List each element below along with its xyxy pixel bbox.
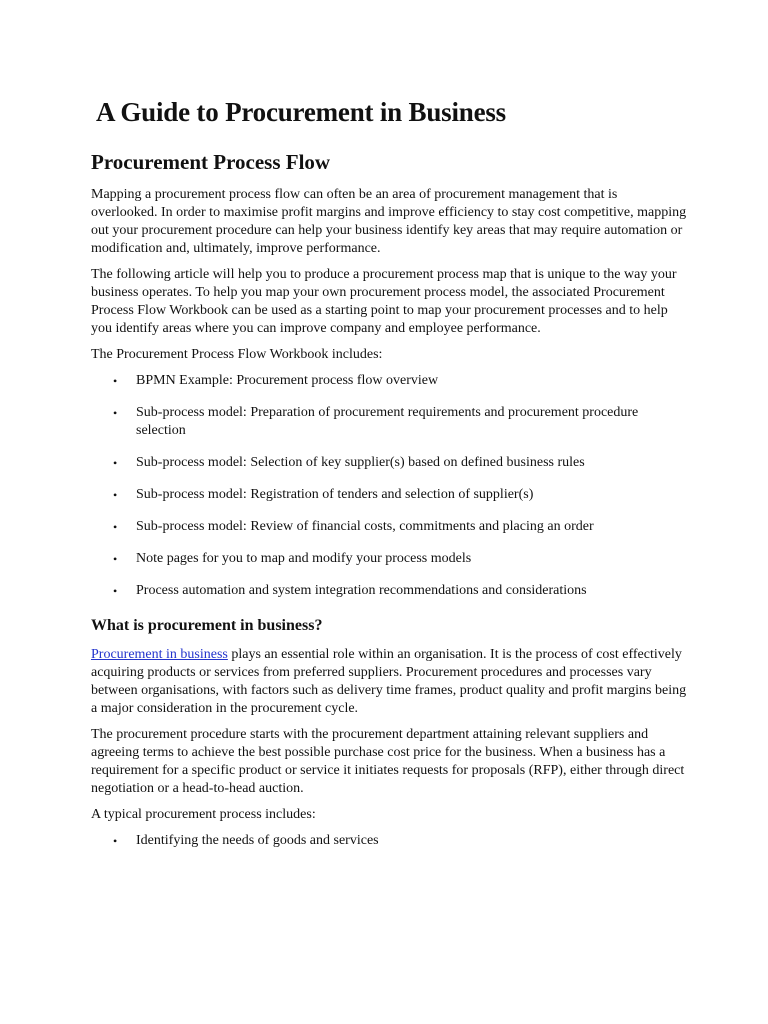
bullet-icon: • — [113, 584, 118, 598]
workbook-list — [91, 372, 687, 600]
list-item-text: Sub-process model: Preparation of procurement requirements and procurement procedure selection — [136, 405, 639, 438]
list-item — [91, 832, 687, 850]
bullet-icon: • — [113, 374, 118, 388]
bullet-icon: • — [113, 488, 118, 502]
paragraph-workbook-includes: The Procurement Process Flow Workbook includes: — [91, 347, 383, 362]
procurement-in-business-link[interactable]: Procurement in business — [91, 647, 228, 662]
list-item — [91, 454, 687, 472]
list-item-text: Sub-process model: Review of financial costs, commitments and placing an order — [136, 519, 594, 534]
list-item — [91, 550, 687, 568]
paragraph-procurement-role-text: plays an essential role within an organisation. It is the process of cost effectively acquiring products or services from preferred suppliers. Procurement procedures and processes vary between organisations, with factors such as delivery time frames, product quality and profit margins being a major consideration in the procurement cycle. — [91, 647, 687, 716]
bullet-icon: • — [113, 552, 118, 566]
bullet-icon: • — [113, 406, 118, 420]
list-item — [91, 372, 687, 390]
bullet-icon: • — [113, 456, 118, 470]
list-item-text: Sub-process model: Selection of key supplier(s) based on defined business rules — [136, 455, 585, 470]
list-item-text: BPMN Example: Procurement process flow overview — [136, 373, 439, 388]
bullet-icon: • — [113, 834, 118, 848]
list-item-text: Process automation and system integration recommendations and considerations — [136, 583, 587, 598]
paragraph-procurement-role — [91, 646, 687, 718]
typical-process-list — [91, 832, 687, 850]
list-item — [91, 486, 687, 504]
section-heading-what-is-procurement: What is procurement in business? — [91, 617, 323, 634]
paragraph-intro: Mapping a procurement process flow can often be an area of procurement management that is overlooked. In order to maximise profit margins and improve efficiency to stay cost competitive, mapping out your procurement procedure can help your business identify key areas that may require automation or modification and, ultimately, improve performance. — [91, 187, 687, 256]
list-item — [91, 518, 687, 536]
list-item — [91, 404, 687, 440]
paragraph-article: The following article will help you to produce a procurement process map that is unique to the way your business operates. To help you map your own procurement process model, the associated Procurement Process Flow Workbook can be used as a starting point to map your procurement processes and to help you identify areas where you can improve company and employee performance. — [91, 267, 677, 336]
paragraph-procedure-starts: The procurement procedure starts with the procurement department attaining relevant suppliers and agreeing terms to achieve the best possible purchase cost price for the business. When a business has a requirement for a specific product or service it initiates requests for proposals (RFP), either through direct negotiation or a head-to-head auction. — [91, 727, 685, 796]
paragraph-typical-process: A typical procurement process includes: — [91, 807, 316, 822]
list-item-text: Identifying the needs of goods and services — [136, 833, 379, 848]
section-heading-process-flow: Procurement Process Flow — [91, 150, 331, 174]
document-title: A Guide to Procurement in Business — [96, 97, 506, 127]
bullet-icon: • — [113, 520, 118, 534]
document-page — [91, 90, 687, 864]
list-item — [91, 582, 687, 600]
list-item-text: Note pages for you to map and modify your process models — [136, 551, 472, 566]
list-item-text: Sub-process model: Registration of tenders and selection of supplier(s) — [136, 487, 534, 502]
